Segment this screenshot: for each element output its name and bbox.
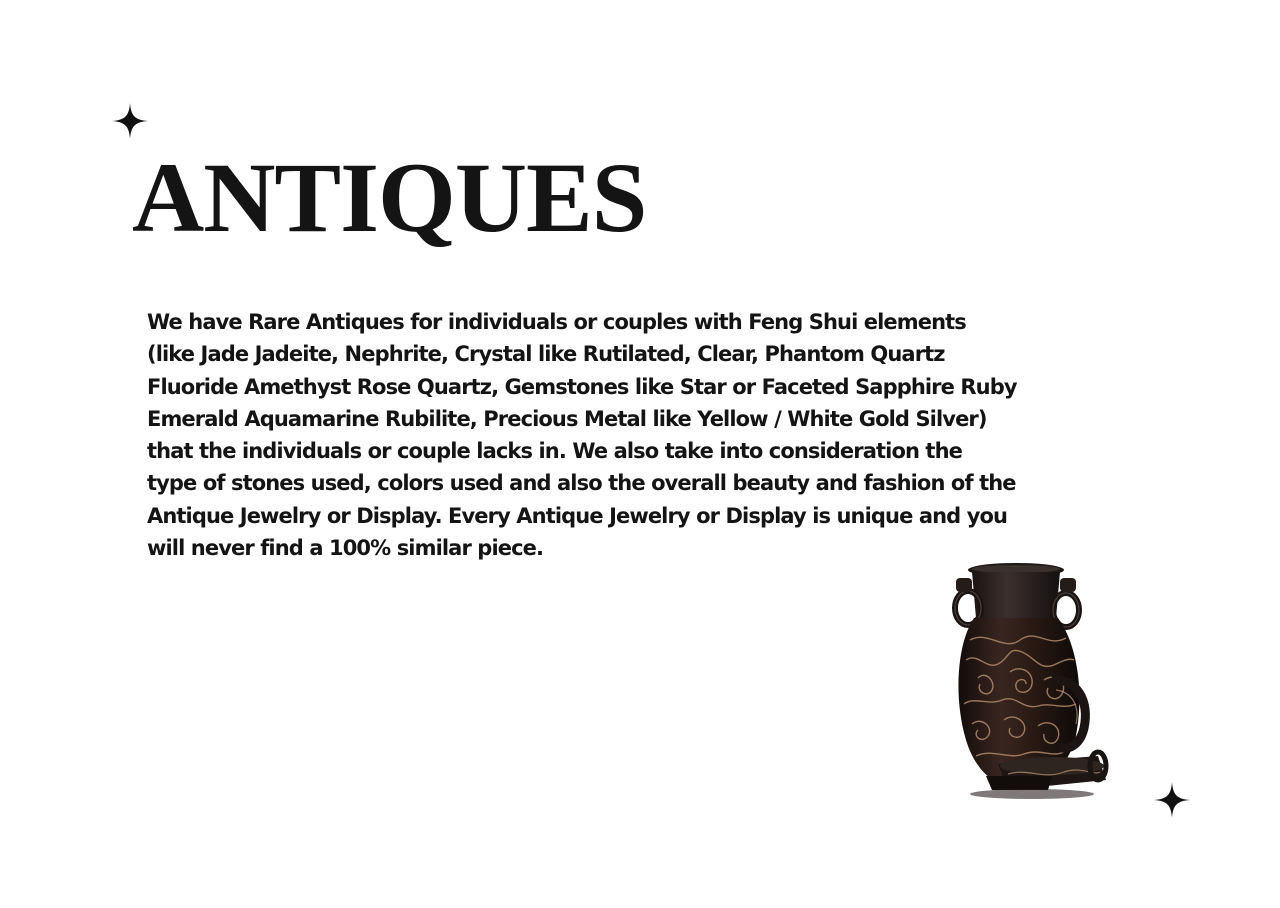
page-title: ANTIQUES [132,142,647,253]
four-point-star-icon [112,103,148,139]
description-text: We have Rare Antiques for individuals or couples with Feng Shui elements (like Jade Jadeite, Nephrite, Crystal like Rutilated, Clear, Phantom Quartz Fluoride Amethyst Rose Quartz, Gemstones like Star or Faceted Sapphire Ruby Emerald Aquamarine Rubilite, Precious Metal like Yellow / White Gold Silver) that the individuals or couple lacks in. We also take into consideration the type of stones used, colors used and also the overall beauty and fashion of the Antique Jewelry or Display. Every Antique Jewelry or Display is unique and you will never find a 100% similar piece. [147,310,1017,561]
four-point-star-icon [1154,782,1190,818]
antique-vase-image [948,560,1113,800]
